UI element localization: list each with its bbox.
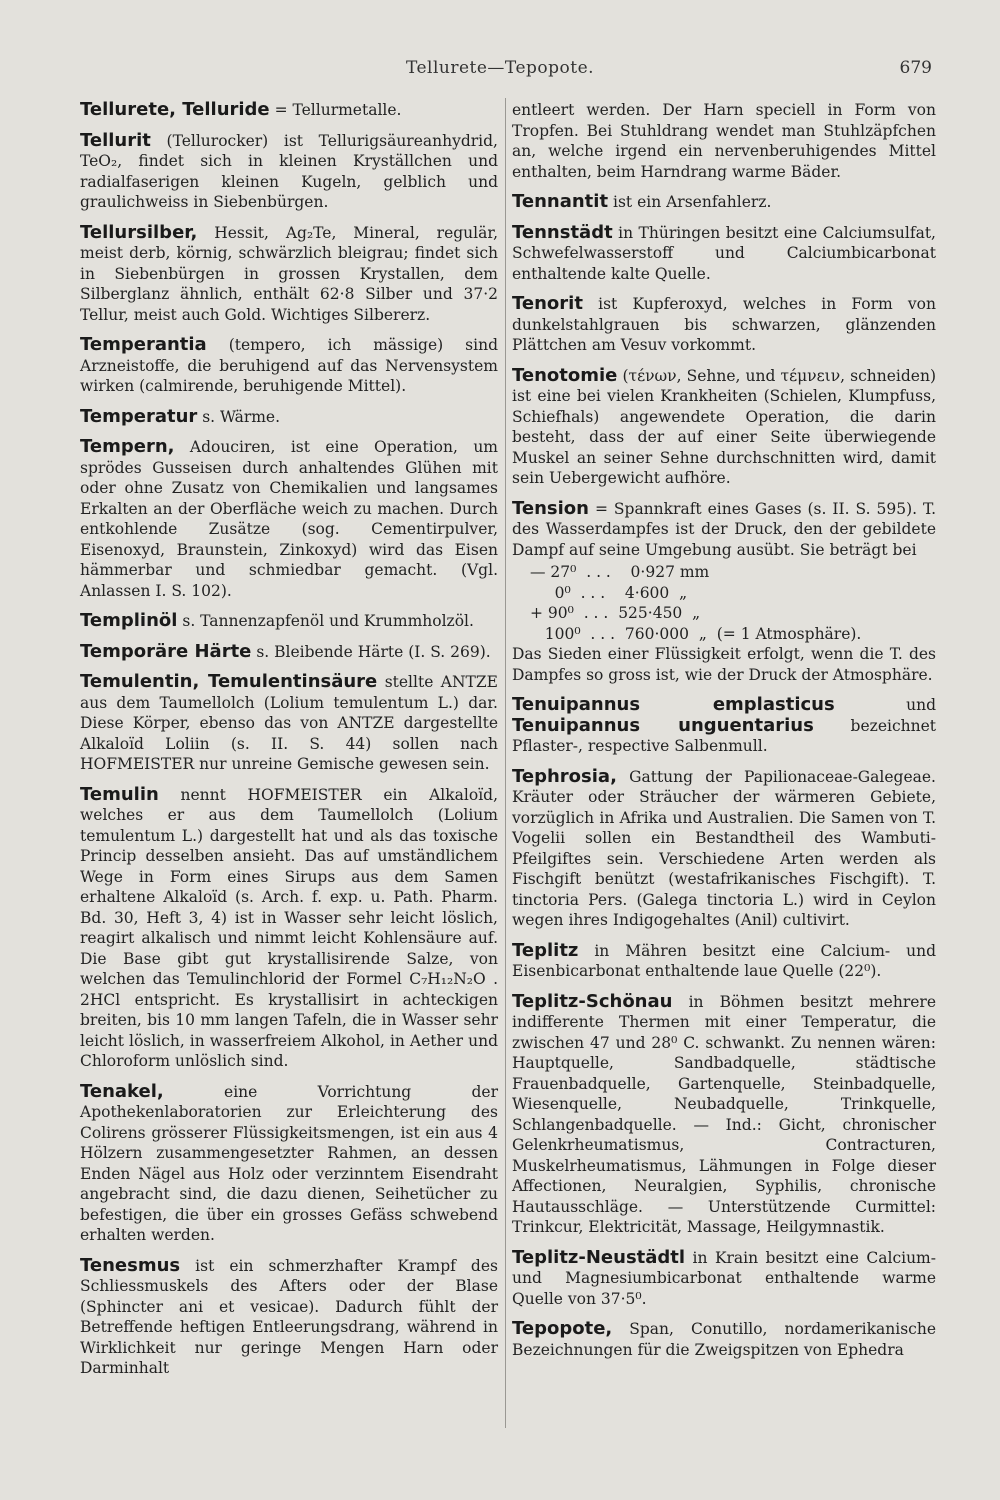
entry-text: ist Kupferoxyd, welches in Form von dunkelstahlgrauen bis schwarzen, glänzenden Plättchen am Vesuv vorkommt.: [512, 295, 936, 354]
entry-tellursilber: [80, 223, 498, 326]
entry-text: s. Tannenzapfenöl und Krummholzöl.: [177, 612, 474, 630]
entry-text: (tempero, ich mässige) sind Arzneistoffe, die beruhigend auf das Nervensystem wirken (calmirende, beruhigende Mittel).: [80, 336, 498, 395]
headword: Tension: [512, 497, 589, 519]
entry-continuation: entleert werden. Der Harn speciell in Form von Tropfen. Bei Stuhldrang wendet man Stuhlzäpfchen an, welche irgend ein nervenberuhigendes Mittel enthalten, beim Harndrang warme Bäder.: [512, 101, 936, 181]
headword: Temulin: [80, 783, 159, 805]
entry-tenesmus: [80, 1256, 498, 1379]
headword: Temperatur: [80, 405, 198, 427]
entry-text: nennt HOFMEISTER ein Alkaloïd, welches er aus dem Taumellolch (Lolium temulentum L.) dargestellt hat und als das toxische Princip desselben ansieht. Das auf umständlichem Wege in Form eines Sirups aus dem Samen erhaltene Alkaloïd (s. Arch. f. exp. u. Path. Pharm. Bd. 30, Heft 3, 4) ist in Wasser sehr leicht löslich, reagirt alkalisch und nimmt leicht Kohlensäure auf. Die Base gibt gut krystallisirende Salze, von welchen das Temulinchlorid der Formel C₇H₁₂N₂O . 2HCl entspricht. Es krystallisirt in achteckigen breiten, bis 10 mm langen Tafeln, die in Wasser sehr leicht löslich, in wasserfreiem Alkohol, in Aether und Chloroform unlöslich sind.: [80, 785, 498, 1070]
right-column: [512, 100, 936, 1370]
tension-row: + 90⁰ . . . 525·450 „: [530, 604, 701, 622]
headword: Temperantia: [80, 334, 207, 355]
entry-templinoel: [80, 611, 498, 632]
entry-text: und: [834, 696, 936, 714]
entry-text: Adouciren, ist eine Operation, um sprödes Gusseisen durch anhaltendes Glühen mit oder ohne Zusatz von Chemikalien und langsames Erkalten an der Oberfläche weich zu machen. Durch entkohlende Zusätze (sog. Cementirpulver, Eisenoxyd, Braunstein, Zinkoxyd) wird das Eisen hämmerbar und schmiedbar gemacht. (Vgl. Anlassen I. S. 102).: [80, 438, 498, 600]
entry-text: Span, Conutillo, nordamerikanische Bezeichnungen für die Zweigspitzen von Ephedra: [512, 1320, 936, 1359]
entry-tempern: [80, 437, 498, 601]
entry-text: in Krain besitzt eine Calcium- und Magnesiumbicarbonat enthaltende warme Quelle von 37·5⁰.: [512, 1248, 936, 1308]
entry-text: s. Wärme.: [197, 407, 281, 426]
entry-text: in Thüringen besitzt eine Calciumsulfat, Schwefelwasserstoff und Calciumbicarbonat enthaltende kalte Quelle.: [512, 223, 936, 283]
entry-tenotomie: [512, 366, 936, 489]
entry-teplitz-schoenau: [512, 992, 936, 1238]
entry-teplitz: [512, 941, 936, 982]
page-number: 679: [899, 58, 932, 78]
entry-text: = Spannkraft eines Gases (s. II. S. 595). T. des Wasserdampfes ist der Druck, den der gebildete Dampf auf seine Umgebung ausübt. Sie beträgt bei: [512, 499, 936, 559]
entry-text: in Böhmen besitzt mehrere indifferente Thermen mit einer Temperatur, die zwischen 47 und 28⁰ C. schwankt. Zu nennen wären: Hauptquelle, Sandbadquelle, städtische Frauenbadquelle, Gartenquelle, Steinbadquelle, Wiesenquelle, Neubadquelle, Trinkquelle, Schlangenbadquelle. — Ind.: Gicht, chronischer Gelenkrheumatismus, Contracturen, Muskelrheumatismus, Lähmungen in Folge dieser Affectionen, Neuralgien, Syphilis, chronische Hautausschläge. — Unterstützende Curmittel: Trinkcur, Elektricität, Massage, Heilgymnastik.: [512, 992, 936, 1236]
entry-text: (τένων, Sehne, und τέμνειν, schneiden) ist eine bei vielen Krankheiten (Schielen, Klumpfuss, Schiefhals) angewendete Operation, die darin besteht, dass der auf einer Seite überwiegende Muskel an seiner Sehne durchschnitten wird, damit sein Uebergewicht aufhöre.: [512, 366, 936, 487]
headword: Tempern,: [80, 436, 175, 457]
entry-tenorit: [512, 294, 936, 356]
headword: Tephrosia,: [512, 765, 617, 787]
column-divider: [505, 98, 506, 1428]
headword: Temporäre Härte: [80, 640, 252, 662]
headword: Teplitz-Schönau: [512, 990, 673, 1012]
entry-tellurit: [80, 131, 498, 213]
headword: Tenesmus: [80, 1254, 181, 1276]
headword: Teplitz: [512, 939, 579, 961]
entry-tellurete: [80, 100, 498, 121]
entry-tephrosia: [512, 767, 936, 931]
headword: Temulentin, Temulentinsäure: [80, 671, 378, 692]
entry-tepopote: [512, 1319, 936, 1360]
headword: Tenorit: [512, 293, 583, 314]
entry-tennstaedt: [512, 223, 936, 285]
entry-temulin: [80, 785, 498, 1072]
headword: Tellurit: [80, 129, 151, 151]
tension-after-text: Das Sieden einer Flüssigkeit erfolgt, wenn die T. des Dampfes so gross ist, wie der Druck der Atmosphäre.: [512, 645, 936, 684]
entry-temperatur: [80, 407, 498, 428]
headword: Tennantit: [512, 191, 609, 212]
entry-text: = Tellurmetalle.: [269, 101, 402, 119]
entry-text: Hessit, Ag₂Te, Mineral, regulär, meist derb, körnig, schwärzlich bleigrau; findet sich in Siebenbürgen in grossen Krystallen, dem Silberglanz ähnlich, enthält 62·8 Silber und 37·2 Tellur, meist auch Gold. Wichtiges Silbererz.: [80, 223, 498, 324]
headword: Templinöl: [80, 610, 178, 631]
headword: Tennstädt: [512, 221, 613, 243]
headword: Tenotomie: [512, 364, 618, 386]
entry-text: stellte ANTZE aus dem Taumellolch (Lolium temulentum L.) dar. Diese Körper, ebenso das von ANTZE dargestellte Alkaloïd Loliin (s. II. S. 44) sollen nach HOFMEISTER nur unreine Gemische gewesen sein.: [80, 673, 498, 773]
entry-tenakel: [80, 1082, 498, 1246]
entry-temulentin: [80, 672, 498, 775]
entry-text: (Tellurocker) ist Tellurigsäureanhydrid, TeO₂, findet sich in kleinen Kryställchen und radialfaserigen kleinen Kugeln, gelblich und graulichweiss in Siebenbürgen.: [80, 131, 498, 211]
entry-text: ist ein schmerzhafter Krampf des Schliessmuskels des Afters oder der Blase (Sphincter ani et vesicae). Dadurch fühlt der Betreffende heftigen Entleerungsdrang, während in Wirklichkeit nur geringe Mengen Harn oder Darminhalt: [80, 1256, 498, 1377]
entry-tennantit: [512, 192, 936, 213]
entry-temporaere-haerte: [80, 642, 498, 663]
tension-row: — 27⁰ . . . 0·927 mm: [530, 563, 710, 581]
entry-text: eine Vorrichtung der Apothekenlaboratorien zur Erleichterung des Colirens grösserer Flüssigkeitsmengen, ist ein aus 4 Hölzern zusammengesetzter Rahmen, an dessen Enden Nägel aus Holz oder verzinntem Eisendraht angebracht sind, die dazu dienen, Seihetücher zu befestigen, die über ein grosses Gefäss schwebend erhalten werden.: [80, 1082, 498, 1244]
entry-text: ist ein Arsenfahlerz.: [608, 193, 772, 211]
headword: Tellurete, Telluride: [80, 99, 270, 120]
entry-tenuipannus: [512, 695, 936, 757]
entry-text: Gattung der Papilionaceae-Galegeae. Kräuter oder Sträucher der wärmeren Gebiete, vorzüglich in Afrika und Australien. Die Samen von T. Vogelii sollen ein Bestandtheil des Wambuti-Pfeilgiftes sein. Verschiedene Arten werden als Fischgift benützt (westafrikanisches Fischgift). T. tinctoria Pers. (Galega tinctoria L.) wird in Ceylon wegen ihres Indigogehaltes (Anil) cultivirt.: [512, 767, 936, 929]
headword: Tellursilber,: [80, 221, 198, 243]
headword: Tenuipannus unguentarius: [512, 714, 814, 736]
headword: Tenakel,: [80, 1080, 164, 1102]
headword: Teplitz-Neustädtl: [512, 1246, 686, 1268]
entry-teplitz-neustaedtl: [512, 1248, 936, 1310]
headword: Tenuipannus emplasticus: [512, 694, 835, 715]
headword: Tepopote,: [512, 1318, 613, 1339]
tension-row: 0⁰ . . . 4·600 „: [530, 583, 688, 602]
running-header: Tellurete—Tepopote.: [405, 58, 595, 78]
entry-tension: [512, 499, 936, 686]
entry-text: in Mähren besitzt eine Calcium- und Eisenbicarbonat enthaltende laue Quelle (22⁰).: [512, 941, 936, 980]
left-column: [80, 100, 498, 1389]
tension-row: 100⁰ . . . 760·000 „ (= 1 Atmosphäre).: [530, 624, 862, 643]
entry-text: s. Bleibende Härte (I. S. 269).: [251, 642, 491, 661]
entry-text: bezeichnet Pflaster-, respective Salbenmull.: [512, 716, 936, 755]
tension-table: [530, 562, 936, 644]
entry-temperantia: [80, 335, 498, 397]
